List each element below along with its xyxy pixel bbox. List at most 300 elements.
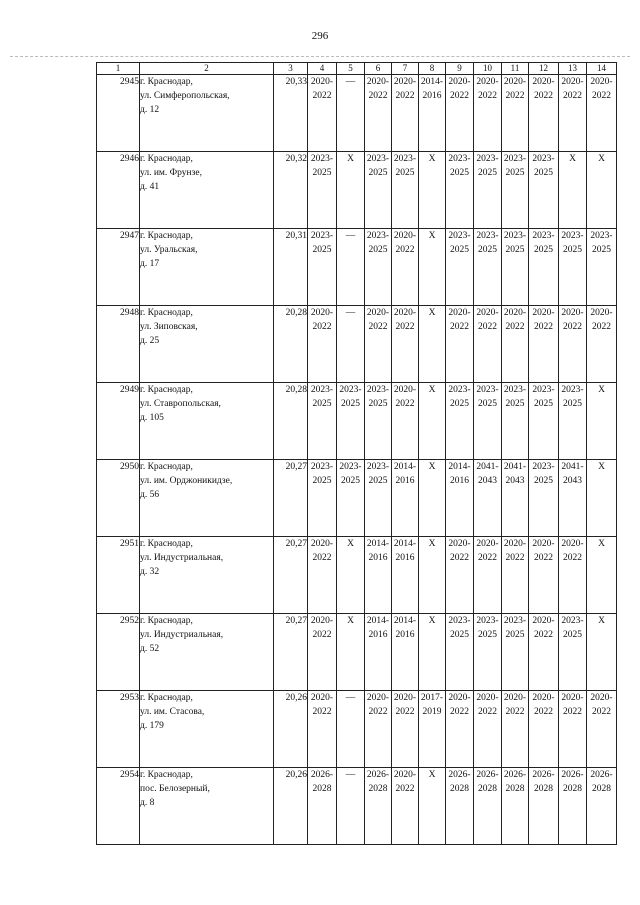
period-cell: [446, 75, 474, 152]
period-cell: [559, 75, 587, 152]
period-line: 2020-: [366, 693, 390, 703]
period-line: 2025: [563, 245, 582, 255]
period-line: X: [598, 154, 605, 164]
address-line: ул. Индустриальная,: [140, 630, 224, 640]
period-line: 2025: [478, 168, 497, 178]
period-cell: [474, 537, 502, 614]
period-line: 2023-: [532, 231, 555, 241]
period-cell: [308, 75, 337, 152]
period-cell: [308, 229, 337, 306]
period-line: 2041-: [503, 462, 527, 472]
period-cell: [337, 152, 365, 229]
period-line: 2026-: [476, 770, 499, 780]
period-cell: [559, 768, 587, 845]
period-line: 2020-: [590, 77, 613, 87]
period-line: 2025: [312, 168, 332, 178]
period-line: 2020-: [310, 77, 334, 87]
period-cell: [337, 229, 365, 306]
value-cell: 20,32: [274, 152, 308, 229]
period-line: 2022: [450, 553, 469, 563]
period-line: 2025: [341, 476, 360, 486]
table-row: [97, 768, 617, 845]
period-line: 2017-: [420, 693, 444, 703]
period-line: 2020-: [476, 539, 499, 549]
period-line: X: [347, 154, 354, 164]
period-line: 2025: [368, 168, 388, 178]
column-header: 2: [140, 63, 274, 75]
period-cell: [502, 460, 529, 537]
period-line: 2020-: [532, 693, 555, 703]
period-line: X: [347, 539, 354, 549]
address-cell: [140, 152, 274, 229]
period-cell: [365, 229, 392, 306]
period-cell: [587, 537, 617, 614]
period-line: 2022: [395, 784, 415, 794]
column-header: 6: [365, 63, 392, 75]
header-row: [97, 63, 617, 75]
value-cell: 20,26: [274, 691, 308, 768]
period-line: 2016: [395, 630, 415, 640]
period-line: 2043: [478, 476, 497, 486]
period-line: 2022: [368, 322, 388, 332]
period-cell: [587, 306, 617, 383]
period-line: 2022: [395, 322, 415, 332]
period-line: 2016: [395, 553, 415, 563]
period-line: 2020-: [532, 539, 555, 549]
period-line: 2023-: [476, 231, 499, 241]
period-line: 2022: [312, 630, 332, 640]
period-line: 2016: [422, 91, 442, 101]
period-line: 2020-: [561, 693, 584, 703]
period-line: 2022: [395, 707, 415, 717]
period-line: 2023-: [366, 231, 390, 241]
column-header: 12: [529, 63, 559, 75]
period-line: 2020-: [366, 308, 390, 318]
period-line: 2041-: [476, 462, 499, 472]
period-line: 2020-: [590, 308, 613, 318]
period-line: 2025: [341, 399, 360, 409]
period-line: 2023-: [366, 385, 390, 395]
address-line: ул. Индустриальная,: [140, 553, 224, 563]
period-line: —: [345, 770, 356, 780]
period-line: 2022: [505, 322, 525, 332]
period-cell: [337, 460, 365, 537]
period-cell: [587, 152, 617, 229]
period-line: 2022: [478, 91, 497, 101]
period-line: 2025: [368, 399, 388, 409]
period-cell: [337, 614, 365, 691]
table-row: [97, 614, 617, 691]
period-cell: [502, 306, 529, 383]
period-line: 2041-: [561, 462, 584, 472]
column-header: 5: [337, 63, 365, 75]
address-line: д. 25: [140, 336, 160, 346]
period-line: 2014-: [366, 616, 390, 626]
period-cell: [502, 229, 529, 306]
column-header: 1: [97, 63, 140, 75]
period-line: 2025: [534, 476, 553, 486]
address-cell: [140, 75, 274, 152]
period-line: X: [598, 616, 605, 626]
period-cell: [419, 229, 446, 306]
period-line: 2022: [534, 553, 553, 563]
period-line: 2020-: [393, 231, 417, 241]
address-line: д. 32: [140, 567, 160, 577]
period-cell: [392, 306, 419, 383]
period-line: 2026-: [503, 770, 527, 780]
address-line: ул. Ставропольская,: [140, 399, 221, 409]
period-line: 2022: [312, 322, 332, 332]
period-line: 2023-: [476, 616, 499, 626]
period-line: 2025: [450, 168, 469, 178]
period-line: 2028: [368, 784, 388, 794]
period-cell: [474, 152, 502, 229]
period-cell: [559, 614, 587, 691]
period-line: —: [345, 77, 356, 87]
period-line: 2025: [450, 630, 469, 640]
period-cell: [446, 537, 474, 614]
period-cell: [529, 460, 559, 537]
period-line: 2022: [395, 91, 415, 101]
period-line: X: [428, 770, 436, 780]
period-cell: [529, 768, 559, 845]
row-number: 2950: [97, 460, 140, 537]
period-line: 2020-: [590, 693, 613, 703]
value-cell: 20,27: [274, 614, 308, 691]
period-cell: [365, 614, 392, 691]
period-line: X: [428, 308, 436, 318]
period-line: 2023-: [503, 154, 527, 164]
period-line: 2023-: [366, 462, 390, 472]
address-line: ул. им. Стасова,: [140, 707, 205, 717]
row-number: 2945: [97, 75, 140, 152]
period-cell: [559, 537, 587, 614]
period-line: 2020-: [393, 77, 417, 87]
period-line: 2020-: [448, 308, 471, 318]
period-line: 2026-: [590, 770, 613, 780]
period-cell: [474, 614, 502, 691]
period-line: 2025: [534, 245, 553, 255]
period-line: 2022: [312, 553, 332, 563]
period-line: 2023-: [532, 154, 555, 164]
period-line: 2023-: [532, 462, 555, 472]
period-cell: [587, 768, 617, 845]
period-line: 2022: [592, 91, 611, 101]
period-cell: [502, 152, 529, 229]
period-cell: [446, 229, 474, 306]
column-header: 13: [559, 63, 587, 75]
period-line: 2020-: [448, 77, 471, 87]
period-line: 2020-: [561, 539, 584, 549]
period-line: 2026-: [310, 770, 334, 780]
address-line: пос. Белозерный,: [140, 784, 210, 794]
period-line: 2016: [395, 476, 415, 486]
period-line: 2025: [478, 245, 497, 255]
page-divider: [10, 56, 630, 57]
period-line: 2025: [592, 245, 611, 255]
period-line: 2023-: [590, 231, 613, 241]
page-number: 296: [311, 30, 329, 42]
period-cell: [392, 691, 419, 768]
address-line: г. Краснодар,: [140, 462, 193, 472]
period-line: 2043: [505, 476, 525, 486]
period-cell: [587, 460, 617, 537]
table-row: [97, 229, 617, 306]
period-cell: [308, 383, 337, 460]
period-line: 2023-: [532, 385, 555, 395]
value-cell: 20,27: [274, 460, 308, 537]
period-line: 2025: [312, 399, 332, 409]
period-line: X: [598, 385, 605, 395]
period-line: X: [569, 154, 576, 164]
address-line: д. 17: [140, 259, 160, 269]
period-cell: [529, 383, 559, 460]
address-cell: [140, 229, 274, 306]
period-line: 2022: [395, 399, 415, 409]
period-line: 2020-: [476, 693, 499, 703]
address-line: г. Краснодар,: [140, 385, 193, 395]
period-line: 2022: [395, 245, 415, 255]
period-cell: [474, 229, 502, 306]
row-number: 2954: [97, 768, 140, 845]
period-cell: [474, 691, 502, 768]
period-cell: [529, 691, 559, 768]
period-cell: [559, 306, 587, 383]
period-cell: [559, 691, 587, 768]
period-line: 2023-: [339, 385, 362, 395]
period-cell: [419, 460, 446, 537]
period-line: 2016: [368, 630, 388, 640]
period-cell: [392, 383, 419, 460]
period-line: X: [428, 154, 436, 164]
period-line: 2025: [534, 168, 553, 178]
period-cell: [474, 383, 502, 460]
period-cell: [474, 306, 502, 383]
period-line: 2020-: [532, 308, 555, 318]
period-line: 2028: [534, 784, 553, 794]
period-cell: [365, 691, 392, 768]
address-cell: [140, 768, 274, 845]
period-line: 2023-: [339, 462, 362, 472]
period-line: 2016: [368, 553, 388, 563]
period-line: 2022: [592, 322, 611, 332]
address-line: г. Краснодар,: [140, 539, 193, 549]
period-cell: [365, 383, 392, 460]
period-line: 2020-: [310, 308, 334, 318]
row-number: 2948: [97, 306, 140, 383]
period-cell: [587, 383, 617, 460]
period-line: 2025: [563, 399, 582, 409]
address-line: д. 8: [140, 798, 155, 808]
period-line: 2028: [478, 784, 497, 794]
period-cell: [559, 383, 587, 460]
period-line: —: [345, 231, 356, 241]
address-line: г. Краснодар,: [140, 154, 193, 164]
address-line: г. Краснодар,: [140, 616, 193, 626]
period-line: 2020-: [310, 616, 334, 626]
period-line: 2014-: [448, 462, 471, 472]
period-cell: [419, 614, 446, 691]
period-line: 2022: [450, 322, 469, 332]
row-number: 2949: [97, 383, 140, 460]
row-number: 2946: [97, 152, 140, 229]
period-line: 2014-: [420, 77, 444, 87]
period-line: 2022: [563, 91, 582, 101]
period-line: 2022: [563, 322, 582, 332]
period-line: 2022: [505, 553, 525, 563]
period-cell: [587, 614, 617, 691]
period-cell: [419, 152, 446, 229]
period-line: 2020-: [393, 308, 417, 318]
period-line: 2025: [505, 245, 525, 255]
period-cell: [529, 537, 559, 614]
table-row: [97, 306, 617, 383]
period-cell: [392, 537, 419, 614]
period-cell: [529, 614, 559, 691]
period-line: 2020-: [310, 693, 334, 703]
address-line: д. 56: [140, 490, 160, 500]
period-cell: [308, 306, 337, 383]
period-line: 2023-: [503, 231, 527, 241]
period-line: 2026-: [561, 770, 584, 780]
period-line: 2023-: [476, 154, 499, 164]
period-line: 2022: [534, 91, 553, 101]
period-cell: [392, 768, 419, 845]
period-cell: [365, 537, 392, 614]
period-cell: [365, 768, 392, 845]
period-cell: [419, 537, 446, 614]
period-line: 2025: [478, 630, 497, 640]
period-line: 2025: [450, 245, 469, 255]
table-row: [97, 460, 617, 537]
value-cell: 20,27: [274, 537, 308, 614]
table-row: [97, 383, 617, 460]
period-line: 2022: [478, 707, 497, 717]
period-line: 2025: [312, 476, 332, 486]
period-line: 2014-: [393, 462, 417, 472]
period-cell: [392, 229, 419, 306]
period-line: 2022: [534, 630, 553, 640]
column-header: 11: [502, 63, 529, 75]
address-cell: [140, 614, 274, 691]
period-cell: [502, 691, 529, 768]
period-line: 2025: [563, 630, 582, 640]
period-cell: [559, 460, 587, 537]
period-line: X: [428, 385, 436, 395]
period-line: 2023-: [503, 385, 527, 395]
period-line: 2020-: [476, 308, 499, 318]
period-line: 2022: [563, 553, 582, 563]
period-cell: [502, 768, 529, 845]
period-cell: [337, 383, 365, 460]
period-cell: [419, 383, 446, 460]
period-cell: [308, 152, 337, 229]
address-line: г. Краснодар,: [140, 308, 193, 318]
period-line: 2014-: [393, 539, 417, 549]
period-cell: [308, 768, 337, 845]
address-line: д. 12: [140, 105, 160, 115]
address-cell: [140, 691, 274, 768]
period-line: 2023-: [561, 231, 584, 241]
period-cell: [559, 229, 587, 306]
period-line: 2022: [478, 322, 497, 332]
address-cell: [140, 460, 274, 537]
column-header: 4: [308, 63, 337, 75]
period-cell: [365, 75, 392, 152]
period-cell: [529, 229, 559, 306]
period-line: 2022: [592, 707, 611, 717]
address-line: г. Краснодар,: [140, 77, 193, 87]
address-line: г. Краснодар,: [140, 693, 193, 703]
period-cell: [446, 152, 474, 229]
row-number: 2953: [97, 691, 140, 768]
table-row: [97, 75, 617, 152]
column-header: 10: [474, 63, 502, 75]
period-line: 2023-: [310, 231, 334, 241]
period-line: 2022: [450, 91, 469, 101]
period-line: 2023-: [448, 385, 471, 395]
period-line: 2028: [563, 784, 582, 794]
column-header: 3: [274, 63, 308, 75]
period-line: 2022: [368, 707, 388, 717]
period-line: 2019: [422, 707, 442, 717]
period-cell: [587, 691, 617, 768]
period-cell: [419, 768, 446, 845]
period-line: 2022: [534, 707, 553, 717]
period-cell: [559, 152, 587, 229]
period-line: 2023-: [366, 154, 390, 164]
period-cell: [365, 306, 392, 383]
row-number: 2947: [97, 229, 140, 306]
period-line: 2025: [505, 168, 525, 178]
period-cell: [587, 75, 617, 152]
period-line: 2020-: [532, 616, 555, 626]
period-cell: [474, 75, 502, 152]
period-line: 2023-: [310, 462, 334, 472]
period-line: 2023-: [503, 616, 527, 626]
period-cell: [392, 75, 419, 152]
period-cell: [502, 383, 529, 460]
period-cell: [308, 537, 337, 614]
period-cell: [474, 460, 502, 537]
period-cell: [446, 306, 474, 383]
period-cell: [446, 691, 474, 768]
period-line: 2023-: [561, 385, 584, 395]
period-line: 2025: [505, 399, 525, 409]
period-line: 2028: [505, 784, 525, 794]
period-cell: [337, 768, 365, 845]
period-line: 2025: [395, 168, 415, 178]
period-line: 2022: [563, 707, 582, 717]
value-cell: 20,26: [274, 768, 308, 845]
period-cell: [446, 614, 474, 691]
period-line: 2028: [312, 784, 332, 794]
period-cell: [502, 537, 529, 614]
column-header: 9: [446, 63, 474, 75]
period-line: 2020-: [448, 693, 471, 703]
address-cell: [140, 537, 274, 614]
period-line: 2025: [450, 399, 469, 409]
period-line: 2022: [450, 707, 469, 717]
period-line: 2025: [368, 245, 388, 255]
period-line: 2020-: [448, 539, 471, 549]
period-line: 2022: [478, 553, 497, 563]
period-line: 2020-: [503, 539, 527, 549]
period-cell: [337, 537, 365, 614]
period-line: 2022: [505, 707, 525, 717]
address-line: ул. Уральская,: [140, 245, 198, 255]
address-line: д. 52: [140, 644, 160, 654]
